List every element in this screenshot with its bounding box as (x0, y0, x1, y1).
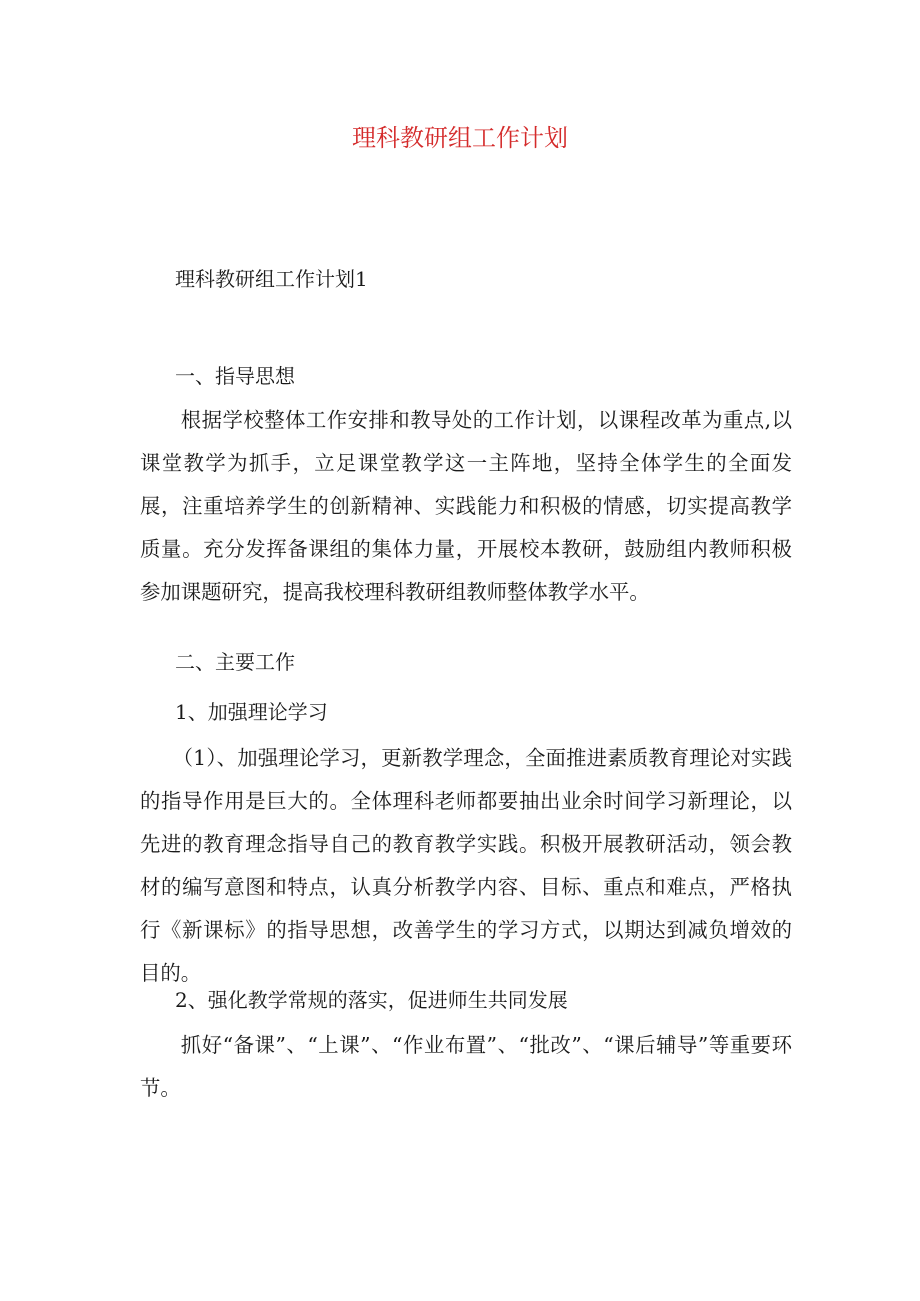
paragraph: 根据学校整体工作安排和教导处的工作计划，以课程改革为重点,以课堂教学为抓手，立足课堂教学这一主阵地，坚持全体学生的全面发展，注重培养学生的创新精神、实践能力和积极的情感，切实提高教学质量。充分发挥备课组的集体力量，开展校本教研，鼓励组内教师积极参加课题研究，提高我校理科教研组教师整体教学水平。 (140, 408, 792, 604)
item-heading: 1、加强理论学习 (175, 700, 328, 724)
item-heading: 2、强化教学常规的落实，促进师生共同发展 (175, 988, 568, 1012)
section-heading: 二、主要工作 (175, 650, 295, 674)
paragraph: （1）、加强理论学习，更新教学理念，全面推进素质教育理论对实践的指导作用是巨大的。全体理科老师都要抽出业余时间学习新理论，以先进的教育理念指导自己的教育教学实践。积极开展教研活动，领会教材的编写意图和特点，认真分析教学内容、目标、重点和难点，严格执行《新课标》的指导思想，改善学生的学习方式，以期达到减负增效的目的。 (140, 746, 792, 985)
paragraph: 抓好“备课”、“上课”、“作业布置”、“批改”、“课后辅导”等重要环节。 (140, 1033, 792, 1100)
document-subtitle: 理科教研组工作计划1 (175, 267, 368, 291)
section-heading: 一、指导思想 (175, 364, 295, 388)
document-title: 理科教研组工作计划 (352, 124, 568, 152)
